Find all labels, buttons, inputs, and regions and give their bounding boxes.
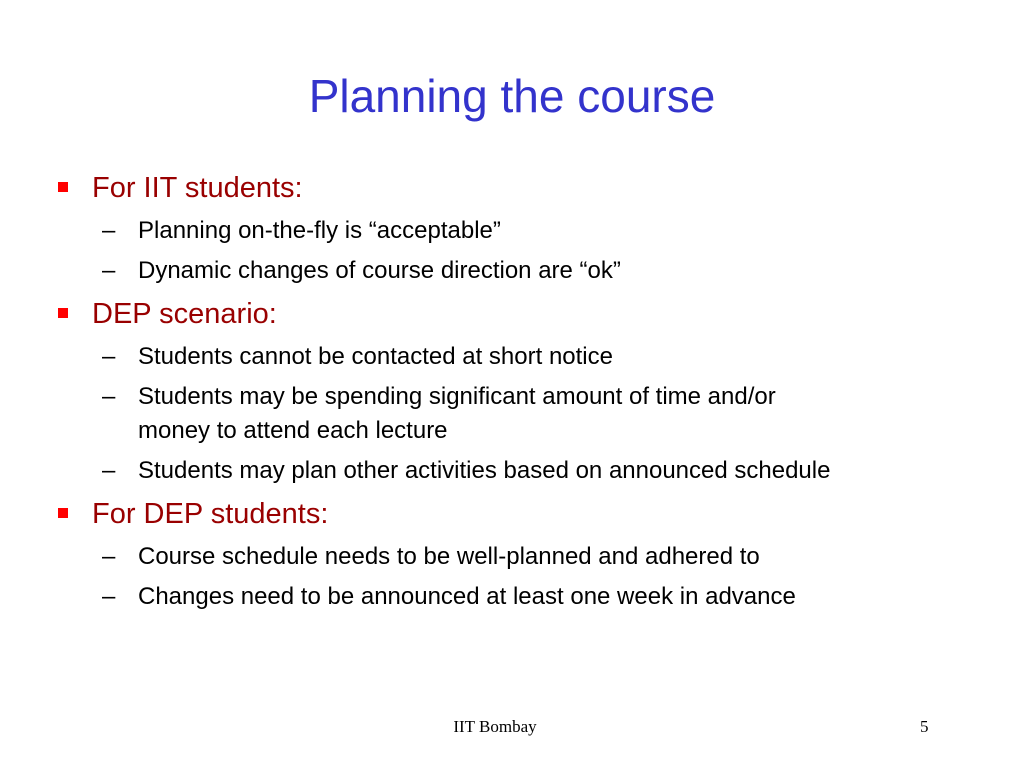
section-heading-text: DEP scenario:: [92, 298, 277, 330]
list-item-text: Changes need to be announced at least one week in advance: [138, 583, 796, 610]
section-heading-text: For IIT students:: [92, 172, 303, 204]
section-heading-text: For DEP students:: [92, 498, 329, 530]
dash-bullet-icon: –: [102, 543, 116, 570]
list-item-text: Dynamic changes of course direction are “ok”: [138, 257, 621, 284]
section-heading: [56, 294, 976, 334]
list-item: [56, 580, 976, 614]
list-item-text: Students may plan other activities based on announced schedule: [138, 457, 831, 484]
dash-bullet-icon: –: [102, 383, 116, 410]
list-item-text: Students may be spending significant amount of time and/or: [138, 383, 776, 410]
list-item: [56, 380, 976, 448]
dash-bullet-icon: –: [102, 343, 116, 370]
list-item: [56, 214, 976, 248]
dash-bullet-icon: –: [102, 257, 116, 284]
square-bullet-icon: [58, 308, 68, 318]
list-item-text: Planning on-the-fly is “acceptable”: [138, 217, 501, 244]
dash-bullet-icon: –: [102, 217, 116, 244]
section-heading: [56, 168, 976, 208]
list-item-text: Students cannot be contacted at short notice: [138, 343, 613, 370]
slide-content: [56, 168, 976, 614]
slide-title: Planning the course: [308, 70, 716, 122]
list-item: [56, 254, 976, 288]
list-item-text: Course schedule needs to be well-planned and adhered to: [138, 543, 760, 570]
dash-bullet-icon: –: [102, 457, 116, 484]
section-heading: [56, 494, 976, 534]
square-bullet-icon: [58, 508, 68, 518]
list-item: [56, 454, 976, 488]
footer-text: IIT Bombay: [453, 717, 537, 736]
list-item: [56, 540, 976, 574]
page-number: 5: [920, 717, 929, 736]
list-item: [56, 340, 976, 374]
dash-bullet-icon: –: [102, 583, 116, 610]
list-item-text-continuation: money to attend each lecture: [138, 417, 448, 444]
square-bullet-icon: [58, 182, 68, 192]
